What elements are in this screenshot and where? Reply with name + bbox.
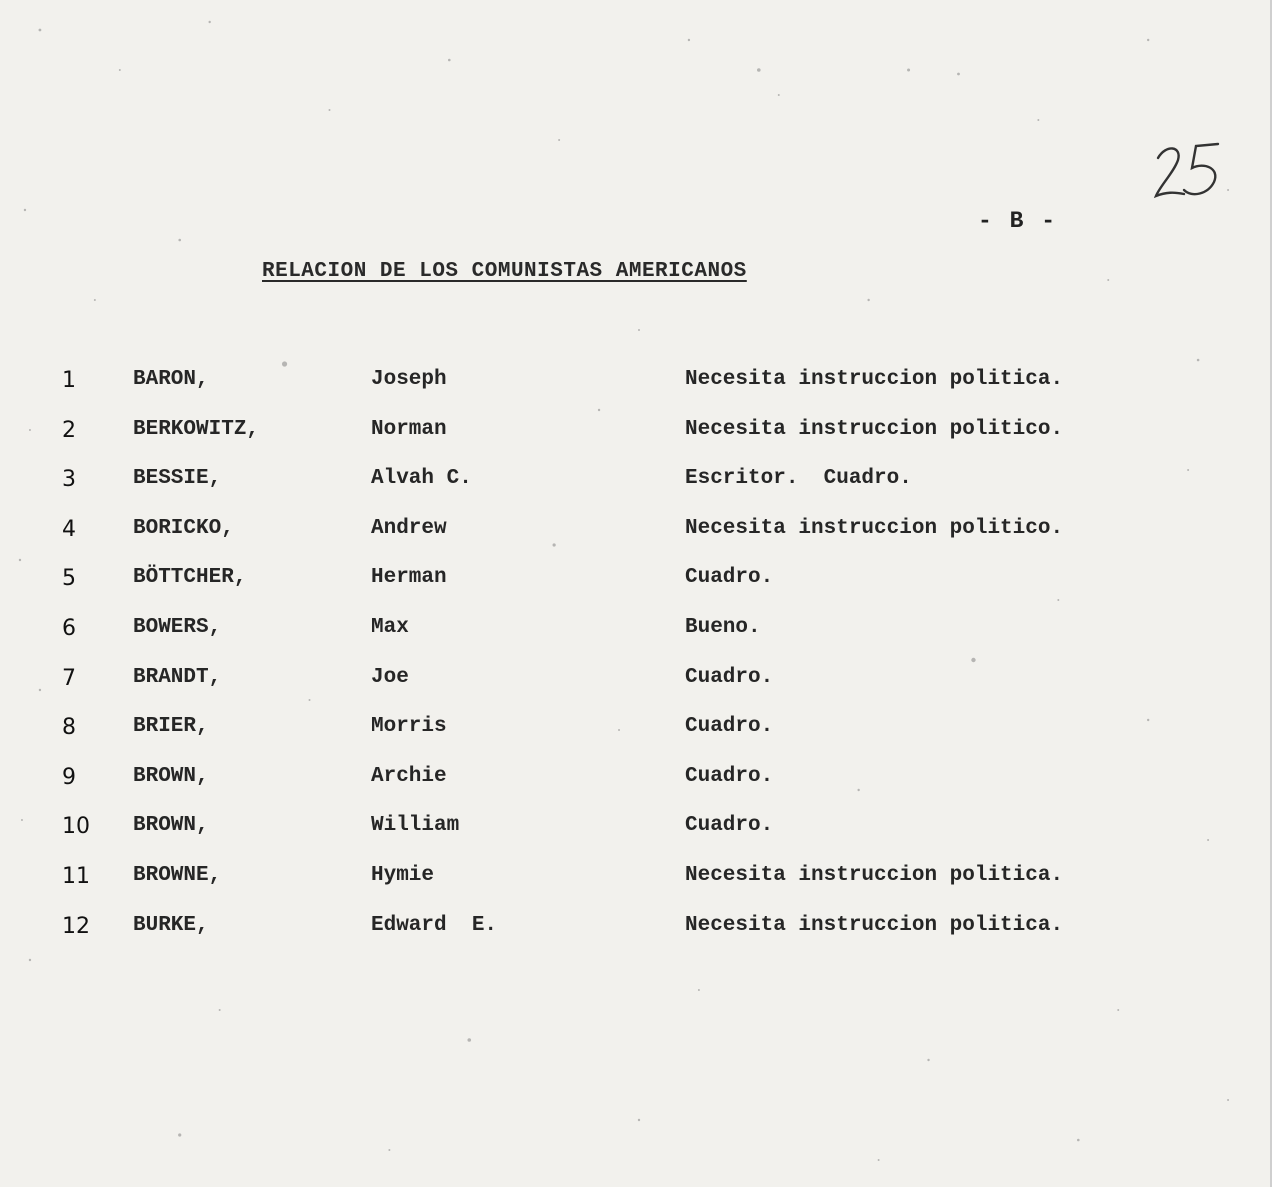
row-number: 2 [62, 417, 76, 443]
assessment-note: Cuadro. [685, 814, 774, 838]
row-number: 7 [62, 665, 76, 691]
row-number: 5 [62, 566, 76, 592]
list-item [0, 418, 1272, 468]
list-item [0, 368, 1272, 418]
surname: BRANDT, [133, 665, 222, 689]
assessment-note: Necesita instruccion politico. [685, 417, 1064, 441]
given-name: Archie [371, 764, 447, 788]
given-name: Joe [371, 665, 409, 689]
given-name: William [371, 814, 460, 838]
row-number: 11 [62, 863, 90, 889]
assessment-note: Necesita instruccion politica. [685, 863, 1064, 887]
list-item [0, 666, 1272, 716]
assessment-note: Cuadro. [685, 665, 774, 689]
given-name: Edward E. [371, 913, 498, 937]
row-number: 4 [62, 516, 76, 542]
row-number: 6 [62, 615, 76, 641]
surname: BARON, [133, 368, 209, 391]
row-number: 3 [62, 467, 76, 493]
assessment-note: Necesita instruccion politico. [685, 516, 1064, 540]
document-title: RELACION DE LOS COMUNISTAS AMERICANOS [262, 260, 747, 283]
page-letter: - B - [978, 208, 1058, 234]
row-number: 8 [62, 715, 76, 741]
surname: BURKE, [133, 913, 209, 937]
list-item [0, 566, 1272, 616]
list-item [0, 814, 1272, 864]
surname: BÖTTCHER, [133, 566, 247, 590]
surname: BROWN, [133, 764, 209, 788]
given-name: Andrew [371, 516, 447, 540]
surname: BESSIE, [133, 467, 222, 491]
list-item [0, 517, 1272, 567]
given-name: Max [371, 615, 409, 639]
given-name: Herman [371, 566, 447, 590]
assessment-note: Cuadro. [685, 764, 774, 788]
roster-list [0, 368, 1272, 963]
list-item [0, 467, 1272, 517]
list-item [0, 914, 1272, 964]
assessment-note: Necesita instruccion politica. [685, 913, 1064, 937]
assessment-note: Escritor. Cuadro. [685, 467, 912, 491]
assessment-note: Necesita instruccion politica. [685, 368, 1064, 391]
surname: BRIER, [133, 715, 209, 739]
surname: BOWERS, [133, 615, 222, 639]
row-number: 10 [62, 814, 90, 840]
given-name: Morris [371, 715, 447, 739]
given-name: Alvah C. [371, 467, 472, 491]
handwritten-page-number [1148, 138, 1228, 208]
list-item [0, 765, 1272, 815]
given-name: Joseph [371, 368, 447, 391]
list-item [0, 616, 1272, 666]
surname: BROWN, [133, 814, 209, 838]
list-item [0, 864, 1272, 914]
row-number: 9 [62, 764, 76, 790]
assessment-note: Cuadro. [685, 715, 774, 739]
surname: BORICKO, [133, 516, 234, 540]
given-name: Norman [371, 417, 447, 441]
list-item [0, 715, 1272, 765]
row-number: 12 [62, 913, 90, 939]
surname: BERKOWITZ, [133, 417, 260, 441]
surname: BROWNE, [133, 863, 222, 887]
row-number: 1 [62, 368, 76, 393]
assessment-note: Cuadro. [685, 566, 774, 590]
assessment-note: Bueno. [685, 615, 761, 639]
given-name: Hymie [371, 863, 435, 887]
